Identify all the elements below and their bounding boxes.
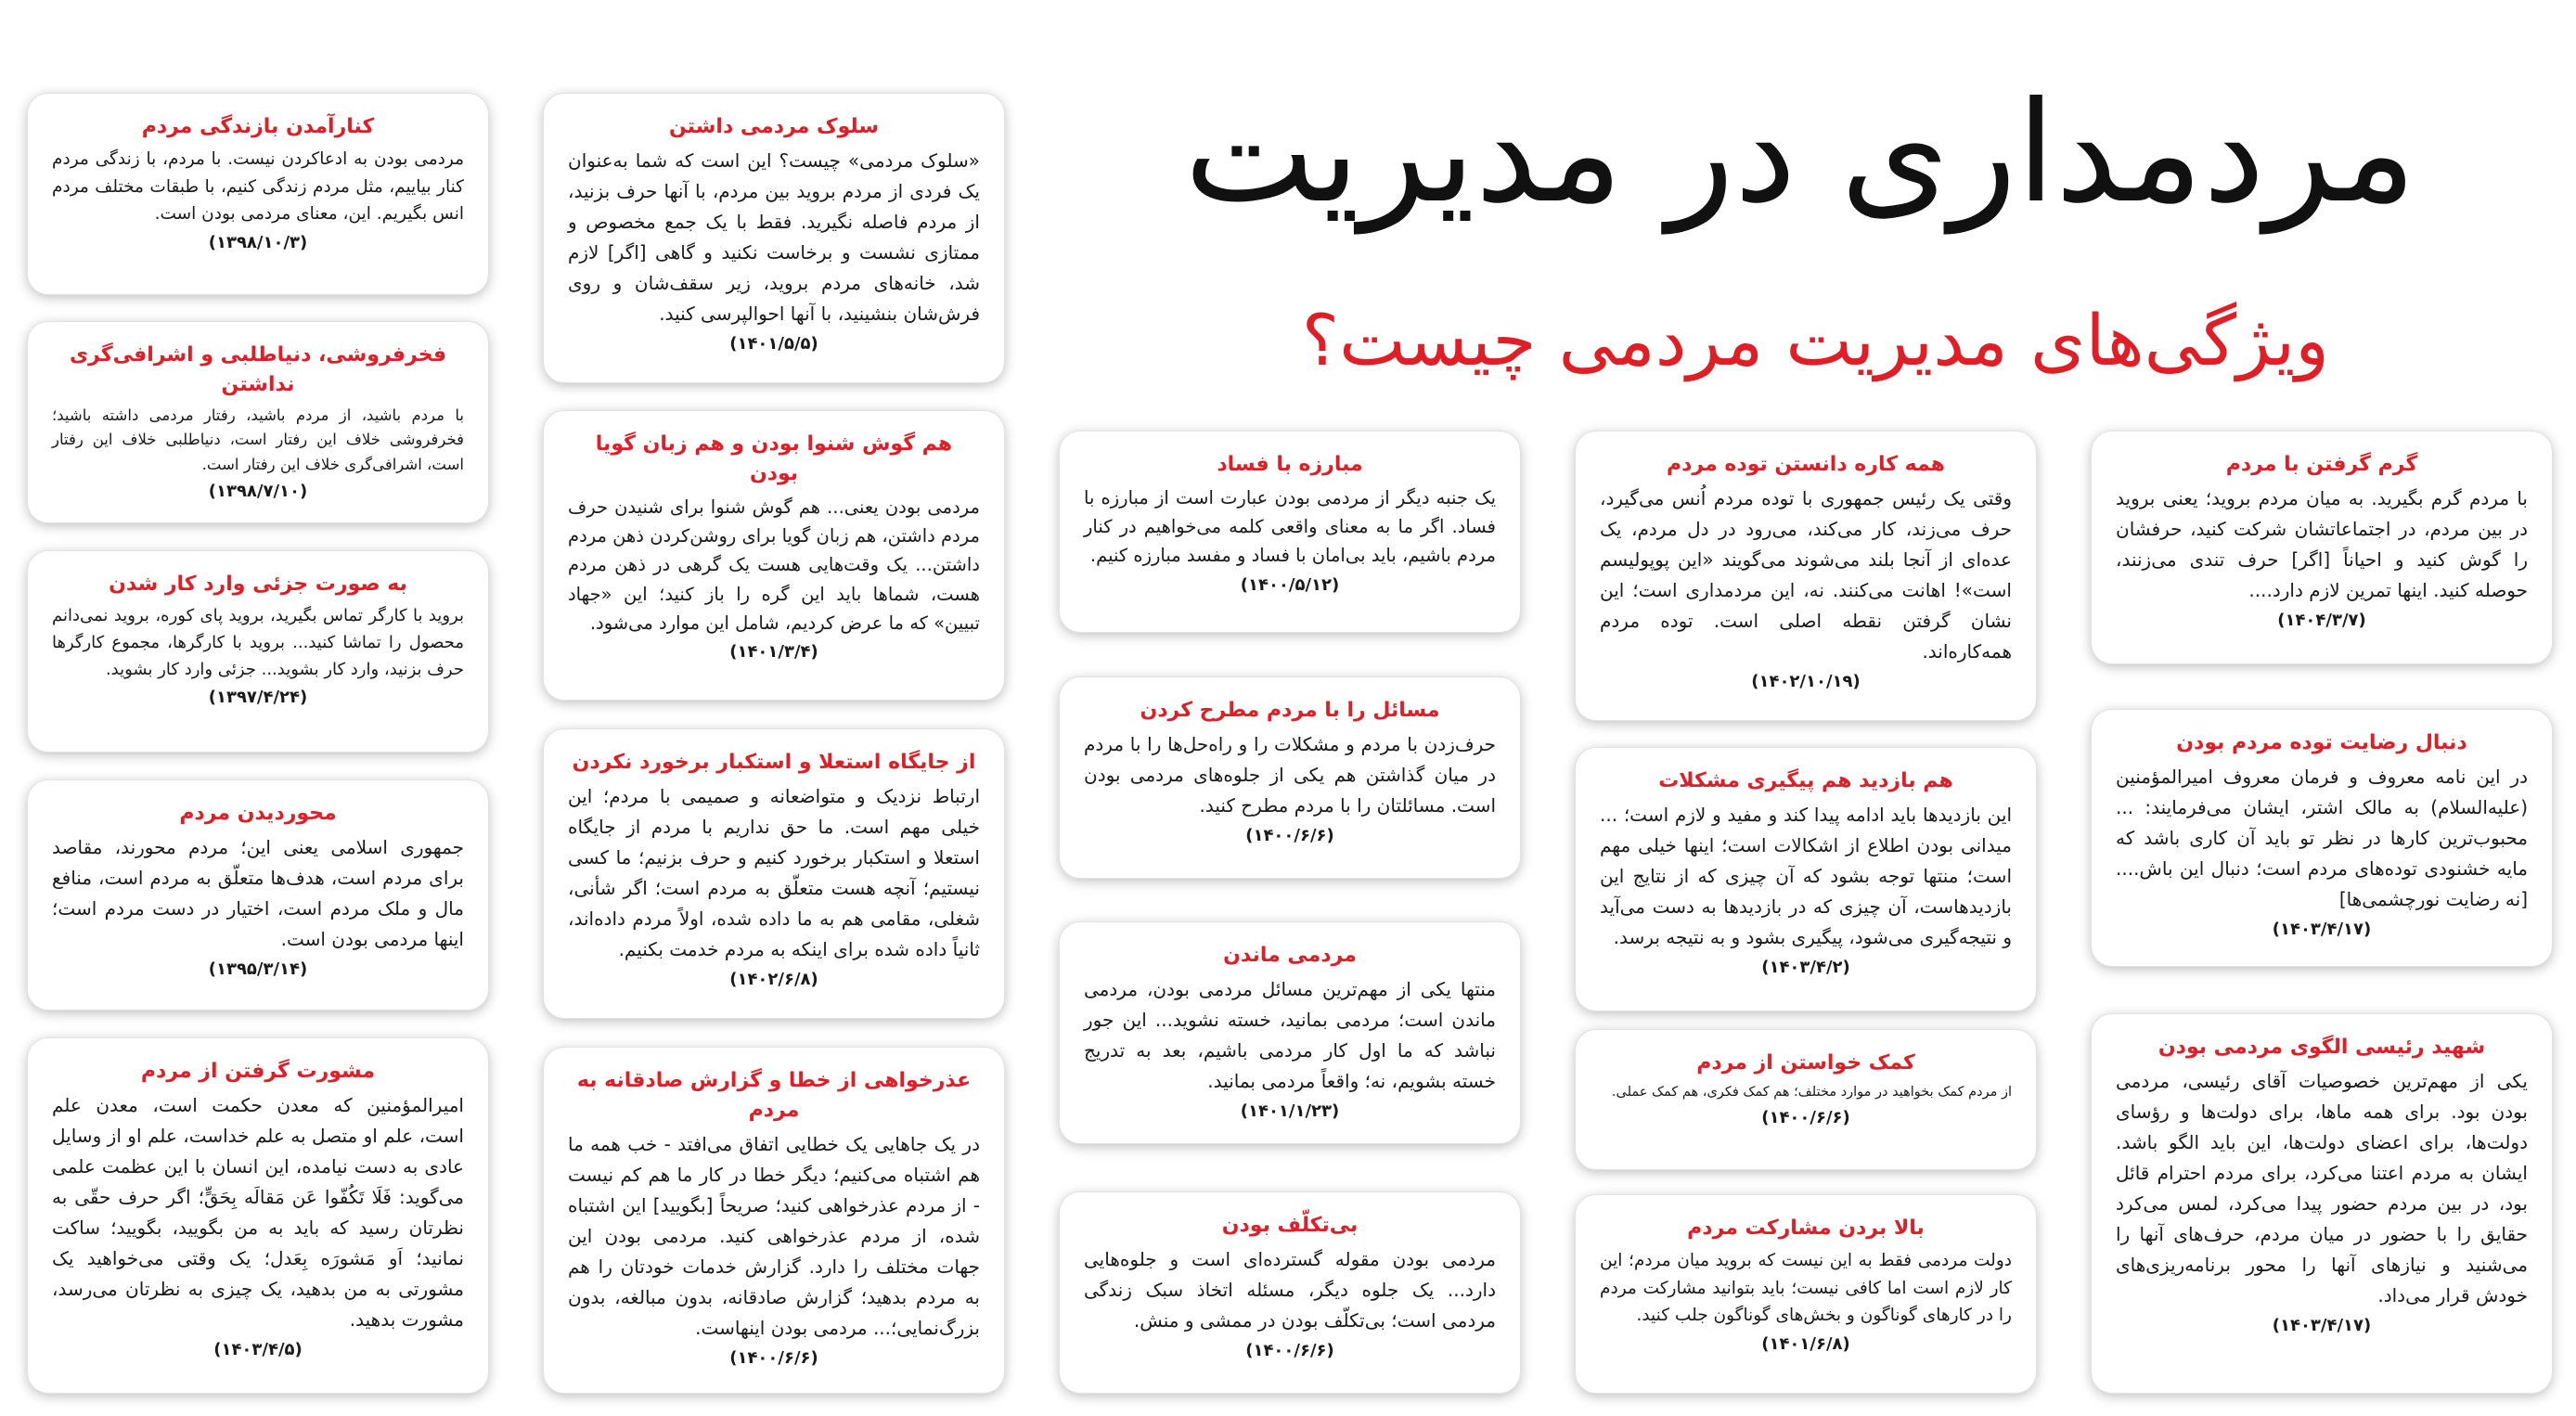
card-date: (۱۳۹۸/۱۰/۳) (208, 232, 308, 252)
card-body: امیرالمؤمنین که معدن حکمت است، معدن علم است، علم او متصل به علم خداست، علم او از وسایل عادی به دست نیامده، این انسان با این عظمت علمی می‌گوید: فَلَا تَکُفّوا عَن مَقالَه بِحَقٍّ؛ اگر حرف حقّی به نظرتان رسید که باید به من بگویید، بگویید؛ ساکت نمانید؛ اَو مَشورَه بِعَدل؛ یک وقتی می‌خواهید یک مشورتی به من بدهید، یک چیزی به نظرتان می‌رسد، مشورت بدهید. (52, 1094, 464, 1331)
card-body: با مردم گرم بگیرید. به میان مردم بروید؛ یعنی بروید در بین مردم، در اجتماعاتشان شرکت کنید، حرفشان را گوش کنید و احیاناً [اگر] حرف تندی می‌زنند، حوصله کنید. اینها تمرین لازم دارد.... (2116, 487, 2528, 601)
card-title: شهید رئیسی الگوی مردمی بودن (2157, 1036, 2486, 1059)
card-date: (۱۴۰۰/۶/۶) (729, 1348, 818, 1368)
card-body: مردمی بودن به ادعاکردن نیست. با مردم، با زندگی مردم کنار بیاییم، مثل مردم زندگی کنیم، با طبقات مختلف مردم انس بگیریم. این، معنای مردمی بودن است. (52, 149, 464, 225)
card-title: به صورت جزئی وارد کار شدن (109, 573, 407, 596)
card-anti-corruption (1060, 431, 1520, 632)
card-date: (۱۴۰۰/۶/۶) (1245, 1341, 1334, 1360)
card-body: مردمی بودن مقوله گسترده‌ای است و جلوه‌هایی دارد... یک جلوه دیگر، مسئله اتخاذ سبک زندگی مردمی است؛ بی‌تکلّف بودن در ممشی و منش. (1084, 1248, 1496, 1332)
card-title: مبارزه با فساد (1217, 453, 1363, 476)
card-body: از مردم کمک بخواهید در موارد مختلف؛ هم کمک فکری، هم کمک عملی. (1611, 1085, 2012, 1100)
card-raisi-role-model (2092, 1014, 2552, 1393)
card-title: فخرفروشی، دنیاطلبی و اشرافی‌گری نداشتن (69, 343, 447, 396)
card-title: کنارآمدن بازندگی مردم (141, 115, 375, 138)
card-consulting-people (28, 1038, 488, 1393)
card-title: عذرخواهی از خطا و گزارش صادقانه به مردم (576, 1069, 972, 1122)
card-title: از جایگاه استعلا و استکبار برخورد نکردن (572, 751, 976, 774)
card-public-satisfaction (2092, 710, 2552, 966)
card-title: مشورت گرفتن از مردم (140, 1060, 376, 1083)
card-title: مسائل را با مردم مطرح کردن (1140, 699, 1440, 722)
card-title: سلوک مردمی داشتن (669, 115, 879, 138)
card-body: حرف‌زدن با مردم و مشکلات را و راه‌حل‌ها را با مردم در میان گذاشتن هم یکی از جلوه‌های مردمی بودن است. مسائلتان را با مردم مطرح کنید. (1084, 733, 1496, 817)
card-apology-and-report (544, 1048, 1004, 1393)
card-title: بالا بردن مشارکت مردم (1687, 1216, 1925, 1240)
card-unpretentious (1060, 1192, 1520, 1393)
card-asking-for-help (1576, 1030, 2036, 1169)
card-body: یک جنبه دیگر از مردمی بودن عبارت است از مبارزه با فساد. اگر ما به معنای واقعی کلمه می‌خواهیم در کنار مردم باشیم، باید بی‌امان با فساد و مفسد مبارزه کنیم. (1084, 487, 1496, 567)
card-no-arrogance (544, 729, 1004, 1018)
card-date: (۱۳۹۸/۷/۱۰) (208, 482, 308, 502)
card-title: هم گوش شنوا بودن و هم زبان گویا بودن (595, 432, 953, 485)
card-title: گرم گرفتن با مردم (2225, 453, 2418, 476)
card-title: همه کاره دانستن توده مردم (1667, 453, 1945, 476)
card-body: مردمی بودن یعنی... هم گوش شنوا برای شنیدن حرف مردم داشتن، هم زبان گویا برای روشن‌کردن ذهن مردم داشتن... یک وقت‌هایی هست یک گرهی در ذهن مردم هست، شماها باید این گره را باز کنید؛ این «جهاد تبیین» که ما عرض کردیم، شامل این موارد می‌شود. (568, 496, 980, 634)
card-date: (۱۴۰۳/۴/۲) (1761, 958, 1850, 977)
card-date: (۱۴۰۳/۴/۵) (213, 1340, 303, 1359)
card-date: (۱۳۹۵/۳/۱۴) (208, 959, 308, 979)
card-detailed-involvement (28, 551, 488, 752)
card-date: (۱۴۰۳/۴/۱۷) (2272, 1316, 2372, 1335)
card-listening-and-speaking (544, 411, 1004, 700)
card-date: (۱۴۰۱/۶/۸) (1761, 1333, 1850, 1354)
card-title: دنبال رضایت توده مردم بودن (2176, 731, 2467, 754)
card-date: (۱۴۰۱/۱/۲۳) (1240, 1101, 1340, 1121)
card-body: در این نامه معروف و فرمان معروف امیرالمؤمنین (علیه‌السلام) به مالک اشتر، ایشان می‌فرمایند: ... محبوب‌ترین کارها در نظر تو باید آن کاری باشد که مایه خشنودی توده‌های مردم است؛ دنبال این باش.... [نه رضایت نورچشمی‌ها] (2116, 766, 2528, 910)
card-body: وقتی یک رئیس جمهوری با توده مردم اُنس می‌گیرد، حرف می‌زند، کار می‌کند، می‌رود در دل مردم، یک عده‌ای از آنجا بلند می‌شوند می‌گویند «این پوپولیسم است»! اهانت می‌کنند. نه، این مردمداری است؛ این نشان گرفتن نقطه اصلی است. توده مردم همه‌کاره‌اند. (1600, 487, 2012, 663)
card-title: محوردیدن مردم (179, 802, 337, 825)
card-title: بی‌تکلّف بودن (1221, 1214, 1359, 1237)
card-body: در یک جاهایی یک خطایی اتفاق می‌افتد - خب همه ما هم اشتباه می‌کنیم؛ دیگر خطا در کار ما هم کم نیست - از مردم عذرخواهی کنید؛ صریحاً [بگویید] این اشتباه شده، از مردم عذرخواهی کنید. مردمی بودن این جهات مختلف را دارد. گزارش خدمات خودتان را هم به مردم بدهید؛ گزارش صادقانه، بدون مبالغه، بدون بزرگ‌نمایی؛... مردمی بودن اینهاست. (568, 1133, 980, 1339)
card-date: (۱۴۰۰/۵/۱۲) (1240, 574, 1340, 595)
card-date: (۱۴۰۲/۱۰/۱۹) (1751, 672, 1861, 691)
card-body: با مردم باشید، از مردم باشید، رفتار مردمی داشته باشید؛ فخرفروشی خلاف این رفتار است، دنیاطلبی خلاف این رفتار است، اشرافی‌گری خلاف این رفتار است. (52, 406, 464, 473)
card-date: (۱۳۹۷/۴/۲۴) (208, 688, 308, 708)
card-date: (۱۴۰۱/۵/۵) (729, 334, 818, 354)
card-title: کمک خواستن از مردم (1696, 1051, 1915, 1075)
card-body: ارتباط نزدیک و متواضعانه و صمیمی با مردم؛ این خیلی مهم است. ما حق نداریم با مردم از جایگاه استعلا و استکبار برخورد کنیم و حرف بزنیم؛ ما کسی نیستیم؛ آنچه هست متعلّق به مردم است؛ اگر شأنی، شغلی، مقامی هم به ما داده شده، اولاً مردم داده‌اند، ثانیاً داده شده برای اینکه به مردم خدمت بکنیم. (568, 785, 980, 960)
card-people-centered (28, 780, 488, 1010)
card-living-with-people (28, 94, 488, 294)
card-title: هم بازدید هم پیگیری مشکلات (1658, 769, 1953, 792)
card-body: بروید با کارگر تماس بگیرید، بروید پای کوره، بروید نمی‌دانم محصول را تماشا کنید... بروید با کارگرها، مجموع کارگرها حرف بزنید، وارد کار بشوید... جزئی وارد کار بشوید. (52, 606, 464, 679)
card-body: دولت مردمی فقط به این نیست که بروید میان مردم؛ این کار لازم است اما کافی نیست؛ باید بتوانید مشارکت مردم را در کارهای گوناگون و بخش‌های گوناگون جلب کنید. (1600, 1251, 2012, 1326)
card-warm-with-people (2092, 431, 2552, 663)
card-masses-matter (1576, 431, 2036, 720)
card-date: (۱۴۰۱/۳/۴) (729, 642, 818, 663)
card-body: این بازدیدها باید ادامه پیدا کند و مفید و لازم است؛ ... میدانی بودن اطلاع از اشکالات است؛ اینها خیلی مهم است؛ منتها توجه بشود که آن چیزی که از نتایج این بازدیدهاست، آن چیزی که در بازدیدها به دست می‌آید و نتیجه‌گیری می‌شود، پیگیری بشود و به نتیجه برسد. (1600, 804, 2012, 948)
card-body: «سلوک مردمی» چیست؟ این است که شما به‌عنوان یک فردی از مردم بروید بین مردم، با آنها حرف بزنید، از مردم فاصله نگیرید. فقط با یک جمع مخصوص و ممتازی نشست و برخاست نکنید و گاهی [اگر] لازم شد، خانه‌های مردم بروید، زیر سقف‌شان و روی فرش‌شان بنشینید، با آنها احوالپرسی کنید. (568, 149, 980, 325)
card-date: (۱۴۰۰/۶/۶) (1761, 1108, 1850, 1128)
page-subtitle: ویژگی‌های مدیریت مردمی چیست؟ (1301, 299, 2329, 381)
card-no-aristocracy (28, 322, 488, 522)
card-visit-and-follow-up (1576, 748, 2036, 1011)
card-body: منتها یکی از مهم‌ترین مسائل مردمی بودن، مردمی ماندن است؛ مردمی بمانید، خسته نشوید... این جور نباشد که ما اول کار مردمی باشیم، بعد به تدریج خسته بشویم، نه؛ واقعاً مردمی بمانید. (1084, 978, 1496, 1092)
card-body: جمهوری اسلامی یعنی این؛ مردم محورند، مقاصد برای مردم است، هدف‌ها متعلّق به مردم است، منافع مال و ملک مردم است، اختیار در دست مردم است؛ اینها مردمی بودن است. (52, 836, 464, 950)
card-increasing-participation (1576, 1195, 2036, 1393)
page-title: مردمداری در مدیریت (1184, 72, 2416, 234)
card-discussing-issues (1060, 677, 1520, 878)
card-date: (۱۴۰۴/۳/۷) (2277, 611, 2366, 630)
card-date: (۱۴۰۲/۶/۸) (729, 970, 818, 989)
card-date: (۱۴۰۰/۶/۶) (1245, 826, 1334, 845)
card-staying-popular (1060, 922, 1520, 1143)
card-popular-conduct (544, 94, 1004, 382)
card-date: (۱۴۰۳/۴/۱۷) (2272, 920, 2372, 939)
card-title: مردمی ماندن (1223, 944, 1357, 967)
card-body: یکی از مهم‌ترین خصوصیات آقای رئیسی، مردمی بودن بود. برای همه ما‌ها، برای دولت‌ها و رؤسای دولت‌ها، برای اعضای دولت‌ها، این باید الگو باشد. ایشان به مردم اعتنا می‌کرد، برای مردم احترام قائل بود، در بین مردم حضور پیدا می‌کرد، لمس می‌کرد حقایق را با حضور در میان مردم، حرف‌های آنها را می‌شنید و نیازهای آنها را محور برنامه‌ریزی‌های خودش قرار می‌داد. (2116, 1070, 2528, 1307)
